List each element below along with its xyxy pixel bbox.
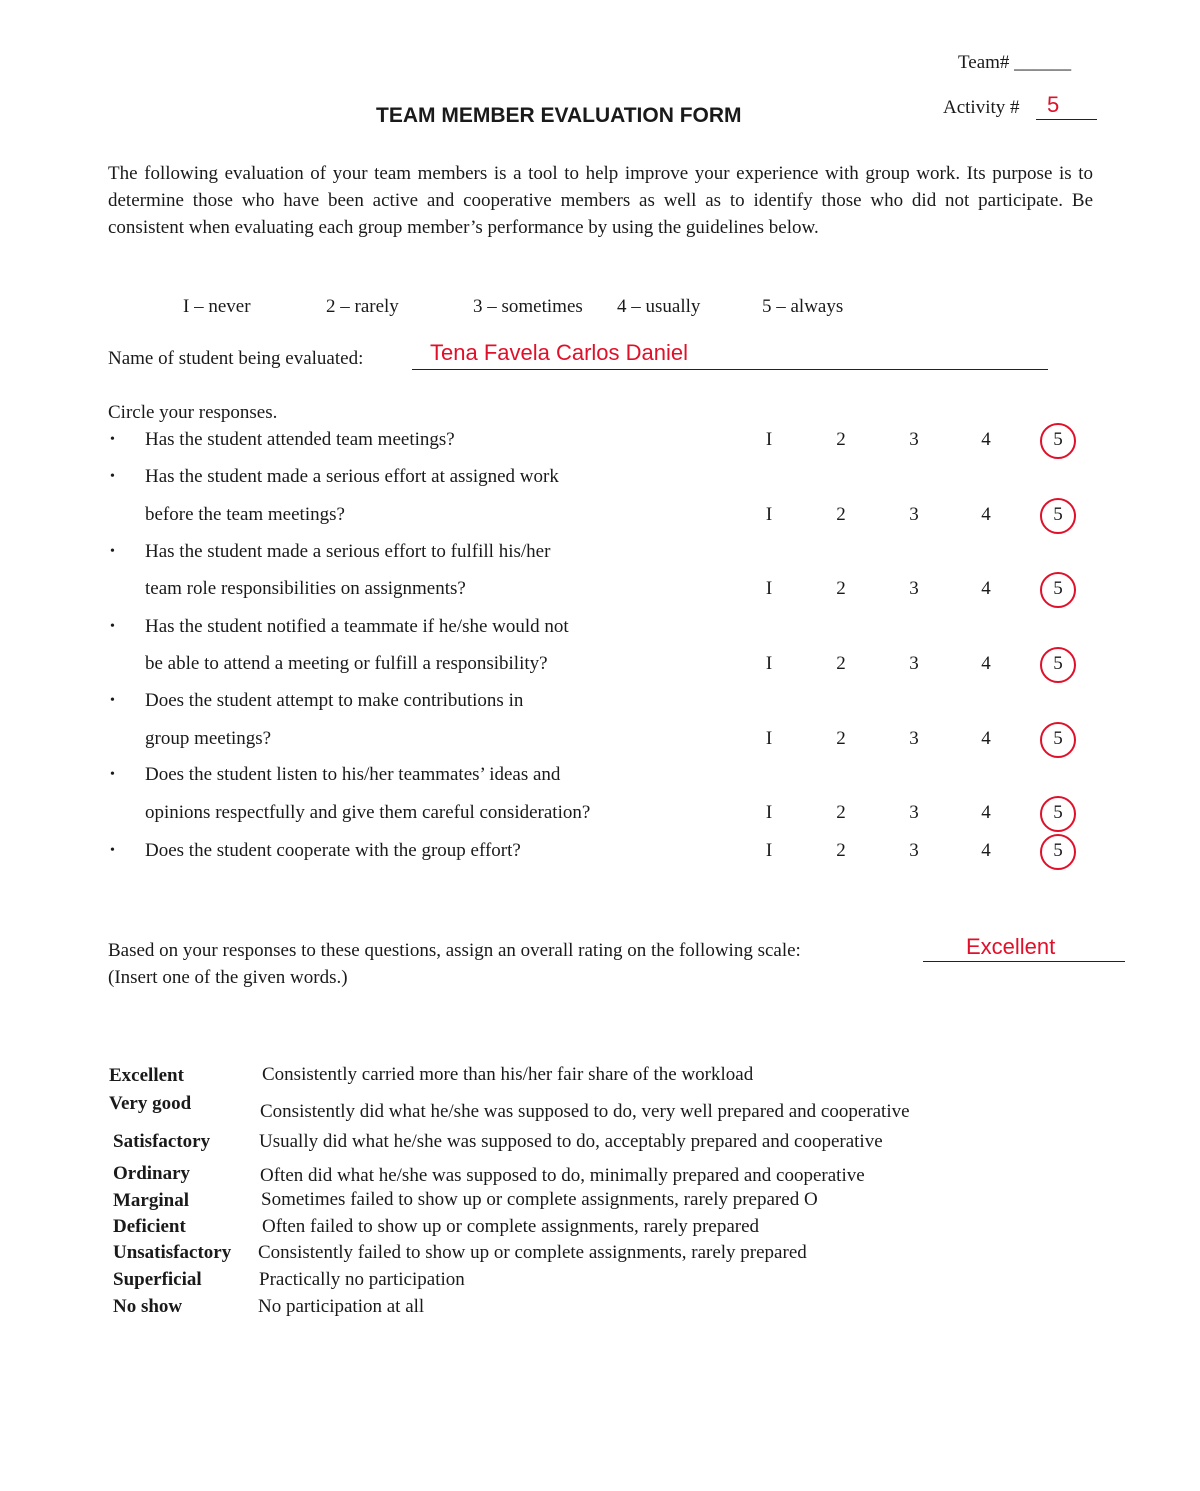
student-name-underline <box>412 369 1048 370</box>
question-3-option-2[interactable]: 2 <box>836 578 846 599</box>
rating-label-5: Marginal <box>113 1190 189 1211</box>
question-5-line-1: Does the student attempt to make contributions in <box>145 690 524 711</box>
question-4-option-3[interactable]: 3 <box>909 653 919 674</box>
question-7-line-1: Does the student cooperate with the group effort? <box>145 840 521 861</box>
scale-item-1: I – never <box>183 296 251 317</box>
question-4-line-2: be able to attend a meeting or fulfill a responsibility? <box>145 653 548 674</box>
form-title: TEAM MEMBER EVALUATION FORM <box>376 104 742 127</box>
question-5-option-5[interactable]: 5 <box>1053 728 1063 749</box>
scale-item-4: 4 – usually <box>617 296 701 317</box>
question-6-line-1: Does the student listen to his/her teammates’ ideas and <box>145 764 561 785</box>
question-6-option-1[interactable]: I <box>765 802 773 823</box>
rating-label-1: Excellent <box>109 1065 184 1086</box>
question-3-option-5[interactable]: 5 <box>1053 578 1063 599</box>
question-2-selection-circle <box>1040 498 1076 534</box>
question-5-option-1[interactable]: I <box>765 728 773 749</box>
question-2-option-5[interactable]: 5 <box>1053 504 1063 525</box>
question-3-option-4[interactable]: 4 <box>981 578 991 599</box>
question-1-option-2[interactable]: 2 <box>836 429 846 450</box>
question-3-option-1[interactable]: I <box>765 578 773 599</box>
question-7-option-3[interactable]: 3 <box>909 840 919 861</box>
rating-description-7: Consistently failed to show up or complete assignments, rarely prepared <box>258 1242 807 1263</box>
question-4-selection-circle <box>1040 647 1076 683</box>
overall-underline <box>923 961 1125 962</box>
question-1-option-4[interactable]: 4 <box>981 429 991 450</box>
bullet-icon: • <box>110 843 115 858</box>
question-7-option-5[interactable]: 5 <box>1053 840 1063 861</box>
question-2-option-4[interactable]: 4 <box>981 504 991 525</box>
rating-label-9: No show <box>113 1296 183 1317</box>
question-4-option-4[interactable]: 4 <box>981 653 991 674</box>
question-5-option-2[interactable]: 2 <box>836 728 846 749</box>
question-2-option-1[interactable]: I <box>765 504 773 525</box>
rating-description-2: Consistently did what he/she was supposed to do, very well prepared and cooperative <box>260 1101 910 1122</box>
rating-description-3: Usually did what he/she was supposed to do, acceptably prepared and cooperative <box>259 1131 883 1152</box>
question-3-selection-circle <box>1040 572 1076 608</box>
question-1-option-5[interactable]: 5 <box>1053 429 1063 450</box>
question-7-option-2[interactable]: 2 <box>836 840 846 861</box>
bullet-icon: • <box>110 619 115 634</box>
question-6-option-5[interactable]: 5 <box>1053 802 1063 823</box>
student-name-label: Name of student being evaluated: <box>108 348 364 369</box>
question-5-option-3[interactable]: 3 <box>909 728 919 749</box>
question-1-option-3[interactable]: 3 <box>909 429 919 450</box>
question-4-option-1[interactable]: I <box>765 653 773 674</box>
question-3-line-2: team role responsibilities on assignments? <box>145 578 466 599</box>
question-4-option-2[interactable]: 2 <box>836 653 846 674</box>
question-1-selection-circle <box>1040 423 1076 459</box>
rating-description-6: Often failed to show up or complete assignments, rarely prepared <box>262 1216 760 1237</box>
bullet-icon: • <box>110 693 115 708</box>
question-6-option-3[interactable]: 3 <box>909 802 919 823</box>
activity-value[interactable]: 5 <box>1047 92 1060 117</box>
question-5-line-2: group meetings? <box>145 728 272 749</box>
question-6-line-2: opinions respectfully and give them careful consideration? <box>145 802 591 823</box>
rating-description-8: Practically no participation <box>259 1269 465 1290</box>
question-2-line-2: before the team meetings? <box>145 504 345 525</box>
team-number-field[interactable]: Team# ______ <box>958 52 1072 73</box>
activity-underline <box>1036 119 1097 120</box>
overall-prompt: Based on your responses to these questions, assign an overall rating on the following scale: <box>108 940 801 961</box>
question-7-option-4[interactable]: 4 <box>981 840 991 861</box>
intro-paragraph: The following evaluation of your team members is a tool to help improve your experience with group work. Its purpose is to determine those who have been active and cooperative members as well as to identify those who did not participate. Be consistent when evaluating each group member’s performance by using the guidelines below. <box>108 163 1093 238</box>
bullet-icon: • <box>110 432 115 447</box>
scale-item-3: 3 – sometimes <box>473 296 583 317</box>
rating-description-5: Sometimes failed to show up or complete assignments, rarely prepared O <box>261 1189 818 1210</box>
activity-label: Activity # <box>943 97 1020 118</box>
rating-label-3: Satisfactory <box>113 1131 211 1152</box>
question-7-option-1[interactable]: I <box>765 840 773 861</box>
rating-label-6: Deficient <box>113 1216 186 1237</box>
rating-label-8: Superficial <box>113 1269 202 1290</box>
rating-description-4: Often did what he/she was supposed to do, minimally prepared and cooperative <box>260 1165 865 1186</box>
question-4-line-1: Has the student notified a teammate if he/she would not <box>145 616 569 637</box>
rating-description-1: Consistently carried more than his/her fair share of the workload <box>262 1064 754 1085</box>
rating-label-2: Very good <box>109 1093 192 1114</box>
scale-item-2: 2 – rarely <box>326 296 399 317</box>
question-5-option-4[interactable]: 4 <box>981 728 991 749</box>
question-6-selection-circle <box>1040 796 1076 832</box>
overall-value[interactable]: Excellent <box>966 934 1056 959</box>
bullet-icon: • <box>110 469 115 484</box>
question-3-line-1: Has the student made a serious effort to fulfill his/her <box>145 541 551 562</box>
bullet-icon: • <box>110 544 115 559</box>
question-5-selection-circle <box>1040 722 1076 758</box>
overall-note: (Insert one of the given words.) <box>108 967 348 988</box>
question-2-line-1: Has the student made a serious effort at assigned work <box>145 466 559 487</box>
question-6-option-2[interactable]: 2 <box>836 802 846 823</box>
question-7-selection-circle <box>1040 834 1076 870</box>
bullet-icon: • <box>110 767 115 782</box>
question-1-option-1[interactable]: I <box>765 429 773 450</box>
rating-label-7: Unsatisfactory <box>113 1242 232 1263</box>
question-3-option-3[interactable]: 3 <box>909 578 919 599</box>
question-6-option-4[interactable]: 4 <box>981 802 991 823</box>
scale-item-5: 5 – always <box>762 296 844 317</box>
circle-instruction: Circle your responses. <box>108 402 278 423</box>
question-2-option-3[interactable]: 3 <box>909 504 919 525</box>
rating-description-9: No participation at all <box>258 1296 425 1317</box>
question-1-line-1: Has the student attended team meetings? <box>145 429 455 450</box>
question-2-option-2[interactable]: 2 <box>836 504 846 525</box>
rating-label-4: Ordinary <box>113 1163 191 1184</box>
question-4-option-5[interactable]: 5 <box>1053 653 1063 674</box>
student-name-value[interactable]: Tena Favela Carlos Daniel <box>430 340 689 365</box>
